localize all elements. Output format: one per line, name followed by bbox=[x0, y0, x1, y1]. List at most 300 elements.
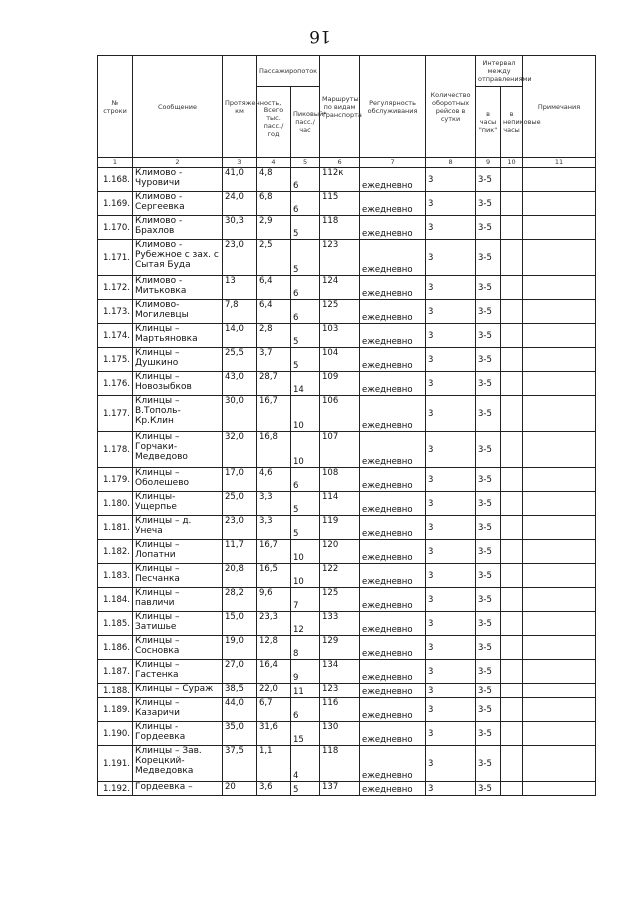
cell-notes bbox=[523, 660, 596, 684]
cell-length: 11,7 bbox=[223, 540, 257, 564]
cell-route: Клинцы- Ущерпье bbox=[133, 492, 223, 516]
cell-length: 35,0 bbox=[223, 722, 257, 746]
cell-total: 6,8 bbox=[257, 192, 291, 216]
cell-regularity: ежедневно bbox=[360, 192, 426, 216]
cell-interval-peak: 3-5 bbox=[476, 372, 501, 396]
cell-route: Климово - Брахлов bbox=[133, 216, 223, 240]
header-peak: Пиковый* пасс./час bbox=[291, 87, 320, 158]
cell-trips: 3 bbox=[426, 782, 476, 796]
cell-total: 22,0 bbox=[257, 684, 291, 698]
cell-route: Клинцы – Душкино bbox=[133, 348, 223, 372]
cell-route: Клинцы – Гастенка bbox=[133, 660, 223, 684]
cell-notes bbox=[523, 324, 596, 348]
cell-trips: 3 bbox=[426, 684, 476, 698]
cell-interval-offpeak bbox=[501, 684, 523, 698]
cell-row-number: 1.181. bbox=[98, 516, 133, 540]
cell-length: 44,0 bbox=[223, 698, 257, 722]
cell-interval-peak: 3-5 bbox=[476, 348, 501, 372]
cell-regularity: ежедневно bbox=[360, 722, 426, 746]
cell-interval-peak: 3-5 bbox=[476, 746, 501, 782]
cell-length: 30,3 bbox=[223, 216, 257, 240]
cell-total: 6,4 bbox=[257, 300, 291, 324]
cell-row-number: 1.179. bbox=[98, 468, 133, 492]
cell-notes bbox=[523, 588, 596, 612]
cell-route: Клинцы – Казаричи bbox=[133, 698, 223, 722]
cell-interval-offpeak bbox=[501, 722, 523, 746]
header-trips: Количество оборотных рейсов в сутки bbox=[426, 56, 476, 158]
cell-route-number: 114 bbox=[320, 492, 360, 516]
cell-notes bbox=[523, 684, 596, 698]
cell-interval-offpeak bbox=[501, 324, 523, 348]
cell-route-number: 107 bbox=[320, 432, 360, 468]
table-row bbox=[98, 240, 596, 276]
cell-interval-offpeak bbox=[501, 492, 523, 516]
cell-interval-offpeak bbox=[501, 468, 523, 492]
cell-peak: 11 bbox=[291, 684, 320, 698]
cell-total: 6,7 bbox=[257, 698, 291, 722]
cell-length: 25,0 bbox=[223, 492, 257, 516]
cell-length: 43,0 bbox=[223, 372, 257, 396]
cell-total: 16,7 bbox=[257, 396, 291, 432]
column-number: 6 bbox=[320, 158, 360, 168]
route-register-table bbox=[97, 55, 596, 796]
cell-route: Климово - Рубежное с зах. с Сытая Буда bbox=[133, 240, 223, 276]
cell-route: Клинцы – Оболешево bbox=[133, 468, 223, 492]
cell-trips: 3 bbox=[426, 432, 476, 468]
cell-interval-offpeak bbox=[501, 300, 523, 324]
cell-route-number: 112к bbox=[320, 168, 360, 192]
cell-route-number: 122 bbox=[320, 564, 360, 588]
cell-row-number: 1.171. bbox=[98, 240, 133, 276]
cell-notes bbox=[523, 192, 596, 216]
cell-route: Климово- Могилевцы bbox=[133, 300, 223, 324]
cell-interval-peak: 3-5 bbox=[476, 276, 501, 300]
cell-route-number: 129 bbox=[320, 636, 360, 660]
cell-notes bbox=[523, 396, 596, 432]
cell-interval-peak: 3-5 bbox=[476, 564, 501, 588]
cell-route: Клинцы – В.Тополь- Кр.Клин bbox=[133, 396, 223, 432]
cell-route-number: 123 bbox=[320, 240, 360, 276]
cell-peak: 10 bbox=[291, 432, 320, 468]
cell-route-number: 125 bbox=[320, 588, 360, 612]
cell-route-number: 130 bbox=[320, 722, 360, 746]
cell-regularity: ежедневно bbox=[360, 468, 426, 492]
cell-route-number: 124 bbox=[320, 276, 360, 300]
cell-peak: 14 bbox=[291, 372, 320, 396]
cell-interval-peak: 3-5 bbox=[476, 698, 501, 722]
table-row bbox=[98, 564, 596, 588]
cell-trips: 3 bbox=[426, 192, 476, 216]
header-route: Сообщение bbox=[133, 56, 223, 158]
cell-regularity: ежедневно bbox=[360, 396, 426, 432]
table-row bbox=[98, 372, 596, 396]
cell-route-number: 120 bbox=[320, 540, 360, 564]
cell-trips: 3 bbox=[426, 216, 476, 240]
cell-total: 4,6 bbox=[257, 468, 291, 492]
cell-total: 3,3 bbox=[257, 492, 291, 516]
cell-route-number: 108 bbox=[320, 468, 360, 492]
cell-notes bbox=[523, 348, 596, 372]
cell-notes bbox=[523, 432, 596, 468]
cell-interval-peak: 3-5 bbox=[476, 216, 501, 240]
cell-peak: 4 bbox=[291, 746, 320, 782]
cell-route: Клинцы – Лопатни bbox=[133, 540, 223, 564]
cell-interval-offpeak bbox=[501, 276, 523, 300]
table-row bbox=[98, 722, 596, 746]
table-row bbox=[98, 746, 596, 782]
cell-notes bbox=[523, 276, 596, 300]
cell-interval-peak: 3-5 bbox=[476, 468, 501, 492]
table-row bbox=[98, 540, 596, 564]
cell-row-number: 1.176. bbox=[98, 372, 133, 396]
cell-peak: 6 bbox=[291, 468, 320, 492]
cell-row-number: 1.172. bbox=[98, 276, 133, 300]
header-row-number: № строки bbox=[98, 56, 133, 158]
cell-interval-peak: 3-5 bbox=[476, 324, 501, 348]
cell-route-number: 134 bbox=[320, 660, 360, 684]
cell-route: Клинцы – Сосновка bbox=[133, 636, 223, 660]
cell-notes bbox=[523, 698, 596, 722]
cell-row-number: 1.192. bbox=[98, 782, 133, 796]
table-row bbox=[98, 612, 596, 636]
cell-total: 16,7 bbox=[257, 540, 291, 564]
header-notes: Примечания bbox=[523, 56, 596, 158]
cell-interval-offpeak bbox=[501, 372, 523, 396]
cell-total: 3,3 bbox=[257, 516, 291, 540]
cell-interval-offpeak bbox=[501, 612, 523, 636]
cell-length: 14,0 bbox=[223, 324, 257, 348]
cell-interval-offpeak bbox=[501, 216, 523, 240]
cell-peak: 5 bbox=[291, 492, 320, 516]
table-row bbox=[98, 324, 596, 348]
cell-trips: 3 bbox=[426, 636, 476, 660]
cell-interval-peak: 3-5 bbox=[476, 782, 501, 796]
table-row bbox=[98, 468, 596, 492]
cell-total: 1,1 bbox=[257, 746, 291, 782]
cell-route-number: 125 bbox=[320, 300, 360, 324]
cell-row-number: 1.184. bbox=[98, 588, 133, 612]
cell-row-number: 1.187. bbox=[98, 660, 133, 684]
cell-interval-offpeak bbox=[501, 168, 523, 192]
cell-route-number: 123 bbox=[320, 684, 360, 698]
column-number: 11 bbox=[523, 158, 596, 168]
cell-length: 24,0 bbox=[223, 192, 257, 216]
cell-regularity: ежедневно bbox=[360, 300, 426, 324]
cell-notes bbox=[523, 722, 596, 746]
cell-trips: 3 bbox=[426, 492, 476, 516]
cell-row-number: 1.174. bbox=[98, 324, 133, 348]
cell-total: 16,4 bbox=[257, 660, 291, 684]
cell-length: 23,0 bbox=[223, 240, 257, 276]
cell-peak: 5 bbox=[291, 516, 320, 540]
cell-notes bbox=[523, 468, 596, 492]
cell-peak: 5 bbox=[291, 324, 320, 348]
column-number: 2 bbox=[133, 158, 223, 168]
cell-row-number: 1.185. bbox=[98, 612, 133, 636]
cell-route: Гордеевка – bbox=[133, 782, 223, 796]
cell-regularity: ежедневно bbox=[360, 660, 426, 684]
table-row bbox=[98, 216, 596, 240]
cell-peak: 6 bbox=[291, 276, 320, 300]
cell-total: 28,7 bbox=[257, 372, 291, 396]
column-number: 5 bbox=[291, 158, 320, 168]
cell-total: 9,6 bbox=[257, 588, 291, 612]
cell-route-number: 104 bbox=[320, 348, 360, 372]
cell-row-number: 1.180. bbox=[98, 492, 133, 516]
cell-route: Клинцы – Затишье bbox=[133, 612, 223, 636]
cell-interval-peak: 3-5 bbox=[476, 240, 501, 276]
cell-length: 13 bbox=[223, 276, 257, 300]
cell-route-number: 103 bbox=[320, 324, 360, 348]
cell-length: 38,5 bbox=[223, 684, 257, 698]
cell-trips: 3 bbox=[426, 540, 476, 564]
cell-notes bbox=[523, 636, 596, 660]
cell-length: 41,0 bbox=[223, 168, 257, 192]
table-row bbox=[98, 492, 596, 516]
cell-interval-offpeak bbox=[501, 396, 523, 432]
cell-length: 7,8 bbox=[223, 300, 257, 324]
column-number: 10 bbox=[501, 158, 523, 168]
cell-notes bbox=[523, 516, 596, 540]
cell-route-number: 119 bbox=[320, 516, 360, 540]
cell-interval-peak: 3-5 bbox=[476, 722, 501, 746]
cell-regularity: ежедневно bbox=[360, 372, 426, 396]
cell-total: 31,6 bbox=[257, 722, 291, 746]
cell-trips: 3 bbox=[426, 372, 476, 396]
cell-interval-peak: 3-5 bbox=[476, 612, 501, 636]
table-row bbox=[98, 168, 596, 192]
cell-row-number: 1.169. bbox=[98, 192, 133, 216]
cell-trips: 3 bbox=[426, 746, 476, 782]
table-row bbox=[98, 300, 596, 324]
page-number: 16 bbox=[309, 26, 331, 46]
cell-notes bbox=[523, 564, 596, 588]
cell-row-number: 1.189. bbox=[98, 698, 133, 722]
cell-trips: 3 bbox=[426, 516, 476, 540]
cell-regularity: ежедневно bbox=[360, 684, 426, 698]
header-interval-offpeak: в непиковые часы bbox=[501, 87, 523, 158]
cell-interval-offpeak bbox=[501, 516, 523, 540]
header-length: Протяженность, км bbox=[223, 56, 257, 158]
table-row bbox=[98, 432, 596, 468]
cell-total: 2,5 bbox=[257, 240, 291, 276]
cell-length: 20 bbox=[223, 782, 257, 796]
cell-regularity: ежедневно bbox=[360, 324, 426, 348]
cell-interval-offpeak bbox=[501, 782, 523, 796]
cell-notes bbox=[523, 540, 596, 564]
cell-length: 25,5 bbox=[223, 348, 257, 372]
table-row bbox=[98, 588, 596, 612]
cell-trips: 3 bbox=[426, 612, 476, 636]
table-row bbox=[98, 396, 596, 432]
cell-interval-offpeak bbox=[501, 564, 523, 588]
cell-interval-peak: 3-5 bbox=[476, 660, 501, 684]
column-number: 3 bbox=[223, 158, 257, 168]
cell-regularity: ежедневно bbox=[360, 612, 426, 636]
cell-interval-peak: 3-5 bbox=[476, 396, 501, 432]
cell-regularity: ежедневно bbox=[360, 698, 426, 722]
cell-peak: 5 bbox=[291, 348, 320, 372]
cell-interval-offpeak bbox=[501, 192, 523, 216]
cell-interval-offpeak bbox=[501, 348, 523, 372]
cell-total: 16,8 bbox=[257, 432, 291, 468]
cell-route: Клинцы – Песчанка bbox=[133, 564, 223, 588]
cell-peak: 6 bbox=[291, 192, 320, 216]
cell-length: 32,0 bbox=[223, 432, 257, 468]
cell-row-number: 1.191. bbox=[98, 746, 133, 782]
cell-total: 4,8 bbox=[257, 168, 291, 192]
cell-total: 2,8 bbox=[257, 324, 291, 348]
cell-peak: 5 bbox=[291, 240, 320, 276]
cell-peak: 6 bbox=[291, 300, 320, 324]
cell-row-number: 1.175. bbox=[98, 348, 133, 372]
cell-interval-offpeak bbox=[501, 636, 523, 660]
cell-length: 15,0 bbox=[223, 612, 257, 636]
cell-interval-offpeak bbox=[501, 746, 523, 782]
column-number: 4 bbox=[257, 158, 291, 168]
cell-route: Климово - Митьковка bbox=[133, 276, 223, 300]
cell-peak: 15 bbox=[291, 722, 320, 746]
cell-regularity: ежедневно bbox=[360, 564, 426, 588]
cell-route: Клинцы - Гордеевка bbox=[133, 722, 223, 746]
column-number: 7 bbox=[360, 158, 426, 168]
cell-row-number: 1.168. bbox=[98, 168, 133, 192]
cell-regularity: ежедневно bbox=[360, 588, 426, 612]
cell-notes bbox=[523, 746, 596, 782]
cell-length: 28,2 bbox=[223, 588, 257, 612]
cell-route-number: 118 bbox=[320, 216, 360, 240]
cell-length: 27,0 bbox=[223, 660, 257, 684]
cell-notes bbox=[523, 612, 596, 636]
cell-interval-peak: 3-5 bbox=[476, 636, 501, 660]
cell-trips: 3 bbox=[426, 698, 476, 722]
cell-route: Климово - Чуровичи bbox=[133, 168, 223, 192]
cell-route: Клинцы – Мартьяновка bbox=[133, 324, 223, 348]
cell-regularity: ежедневно bbox=[360, 492, 426, 516]
cell-notes bbox=[523, 168, 596, 192]
cell-interval-offpeak bbox=[501, 540, 523, 564]
header-interval-peak: в часы "пик" bbox=[476, 87, 501, 158]
table-row bbox=[98, 276, 596, 300]
table-row bbox=[98, 782, 596, 796]
cell-length: 37,5 bbox=[223, 746, 257, 782]
cell-route-number: 133 bbox=[320, 612, 360, 636]
cell-regularity: ежедневно bbox=[360, 348, 426, 372]
table-row bbox=[98, 348, 596, 372]
cell-row-number: 1.170. bbox=[98, 216, 133, 240]
cell-regularity: ежедневно bbox=[360, 168, 426, 192]
cell-total: 16,5 bbox=[257, 564, 291, 588]
cell-peak: 10 bbox=[291, 396, 320, 432]
cell-interval-peak: 3-5 bbox=[476, 588, 501, 612]
cell-notes bbox=[523, 782, 596, 796]
cell-route: Клинцы – Горчаки- Медведово bbox=[133, 432, 223, 468]
cell-interval-peak: 3-5 bbox=[476, 516, 501, 540]
cell-route: Клинцы – Сураж bbox=[133, 684, 223, 698]
cell-notes bbox=[523, 240, 596, 276]
cell-regularity: ежедневно bbox=[360, 516, 426, 540]
table-row bbox=[98, 684, 596, 698]
cell-peak: 12 bbox=[291, 612, 320, 636]
cell-regularity: ежедневно bbox=[360, 746, 426, 782]
table-row bbox=[98, 192, 596, 216]
cell-length: 17,0 bbox=[223, 468, 257, 492]
cell-total: 3,7 bbox=[257, 348, 291, 372]
cell-interval-offpeak bbox=[501, 240, 523, 276]
cell-length: 30,0 bbox=[223, 396, 257, 432]
cell-row-number: 1.173. bbox=[98, 300, 133, 324]
cell-route-number: 118 bbox=[320, 746, 360, 782]
cell-notes bbox=[523, 372, 596, 396]
cell-trips: 3 bbox=[426, 300, 476, 324]
cell-trips: 3 bbox=[426, 468, 476, 492]
table-row bbox=[98, 636, 596, 660]
cell-length: 19,0 bbox=[223, 636, 257, 660]
cell-peak: 5 bbox=[291, 216, 320, 240]
cell-interval-peak: 3-5 bbox=[476, 432, 501, 468]
cell-route: Климово - Сергеевка bbox=[133, 192, 223, 216]
table-body bbox=[98, 168, 596, 796]
cell-interval-peak: 3-5 bbox=[476, 192, 501, 216]
cell-interval-peak: 3-5 bbox=[476, 684, 501, 698]
cell-route-number: 116 bbox=[320, 698, 360, 722]
cell-route: Клинцы – д. Унеча bbox=[133, 516, 223, 540]
column-numbers-row bbox=[98, 158, 596, 168]
cell-peak: 10 bbox=[291, 564, 320, 588]
header-interval: Интервал между отправлениями bbox=[476, 56, 523, 87]
column-number: 9 bbox=[476, 158, 501, 168]
cell-route-number: 137 bbox=[320, 782, 360, 796]
cell-route: Клинцы – Новозыбков bbox=[133, 372, 223, 396]
table-row bbox=[98, 698, 596, 722]
cell-regularity: ежедневно bbox=[360, 240, 426, 276]
cell-regularity: ежедневно bbox=[360, 276, 426, 300]
cell-regularity: ежедневно bbox=[360, 216, 426, 240]
cell-trips: 3 bbox=[426, 276, 476, 300]
header-regularity: Регулярность обслуживания bbox=[360, 56, 426, 158]
cell-trips: 3 bbox=[426, 660, 476, 684]
cell-route: Клинцы – Зав. Корецкий- Медведовка bbox=[133, 746, 223, 782]
cell-peak: 9 bbox=[291, 660, 320, 684]
cell-interval-peak: 3-5 bbox=[476, 168, 501, 192]
cell-length: 23,0 bbox=[223, 516, 257, 540]
cell-route: Клинцы – павличи bbox=[133, 588, 223, 612]
cell-regularity: ежедневно bbox=[360, 782, 426, 796]
cell-total: 23,3 bbox=[257, 612, 291, 636]
cell-regularity: ежедневно bbox=[360, 432, 426, 468]
header-transport-routes: Маршруты по видам транспорта bbox=[320, 56, 360, 158]
cell-trips: 3 bbox=[426, 240, 476, 276]
cell-row-number: 1.186. bbox=[98, 636, 133, 660]
header-total: Всего тыс. пасс./год bbox=[257, 87, 291, 158]
table-row bbox=[98, 516, 596, 540]
cell-trips: 3 bbox=[426, 722, 476, 746]
column-number: 8 bbox=[426, 158, 476, 168]
cell-row-number: 1.188. bbox=[98, 684, 133, 698]
cell-interval-offpeak bbox=[501, 588, 523, 612]
cell-trips: 3 bbox=[426, 564, 476, 588]
cell-interval-peak: 3-5 bbox=[476, 540, 501, 564]
cell-trips: 3 bbox=[426, 588, 476, 612]
cell-total: 3,6 bbox=[257, 782, 291, 796]
cell-trips: 3 bbox=[426, 348, 476, 372]
column-number: 1 bbox=[98, 158, 133, 168]
cell-interval-offpeak bbox=[501, 432, 523, 468]
cell-notes bbox=[523, 492, 596, 516]
cell-length: 20,8 bbox=[223, 564, 257, 588]
cell-route-number: 106 bbox=[320, 396, 360, 432]
cell-row-number: 1.177. bbox=[98, 396, 133, 432]
